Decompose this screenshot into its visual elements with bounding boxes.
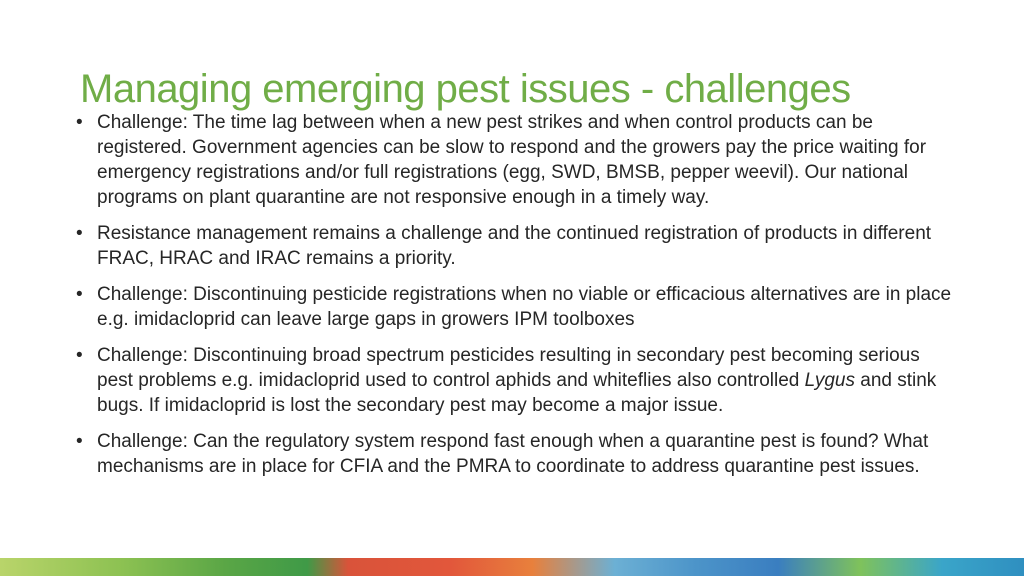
bullet-text: and stink bugs. If imidacloprid is lost the secondary pest may become a major issue. — [97, 370, 937, 416]
bullet-text-italic: Lygus — [804, 370, 855, 391]
slide-title: Managing emerging pest issues - challenges — [80, 66, 851, 111]
bullet-text: Challenge: Can the regulatory system respond fast enough when a quarantine pest is found? What mechanisms are in place for CFIA and the PMRA to coordinate to address quarantine pest issues. — [97, 431, 929, 477]
bullet-item — [74, 221, 959, 271]
bullet-text: Challenge: The time lag between when a new pest strikes and when control products can be registered. Government agencies can be slow to respond and the growers pay the price waiting for emergency registrations and/or full registrations (egg, SWD, BMSB, pepper weevil). Our national programs on plant quarantine are not responsive enough in a timely way. — [97, 112, 927, 208]
bullet-text: Challenge: Discontinuing broad spectrum pesticides resulting in secondary pest becoming serious pest problems e.g. imidacloprid used to control aphids and whiteflies also controlled — [97, 345, 920, 391]
bullet-item — [74, 282, 959, 332]
bullet-item — [74, 343, 959, 418]
bullet-item — [74, 110, 959, 210]
bullet-item — [74, 429, 959, 479]
footer-decorative-bar — [0, 558, 1024, 576]
bullet-text: Resistance management remains a challenge and the continued registration of products in different FRAC, HRAC and IRAC remains a priority. — [97, 223, 932, 269]
bullet-text: Challenge: Discontinuing pesticide registrations when no viable or efficacious alternatives are in place e.g. imidacloprid can leave large gaps in growers IPM toolboxes — [97, 284, 952, 330]
bullet-list — [74, 110, 959, 490]
